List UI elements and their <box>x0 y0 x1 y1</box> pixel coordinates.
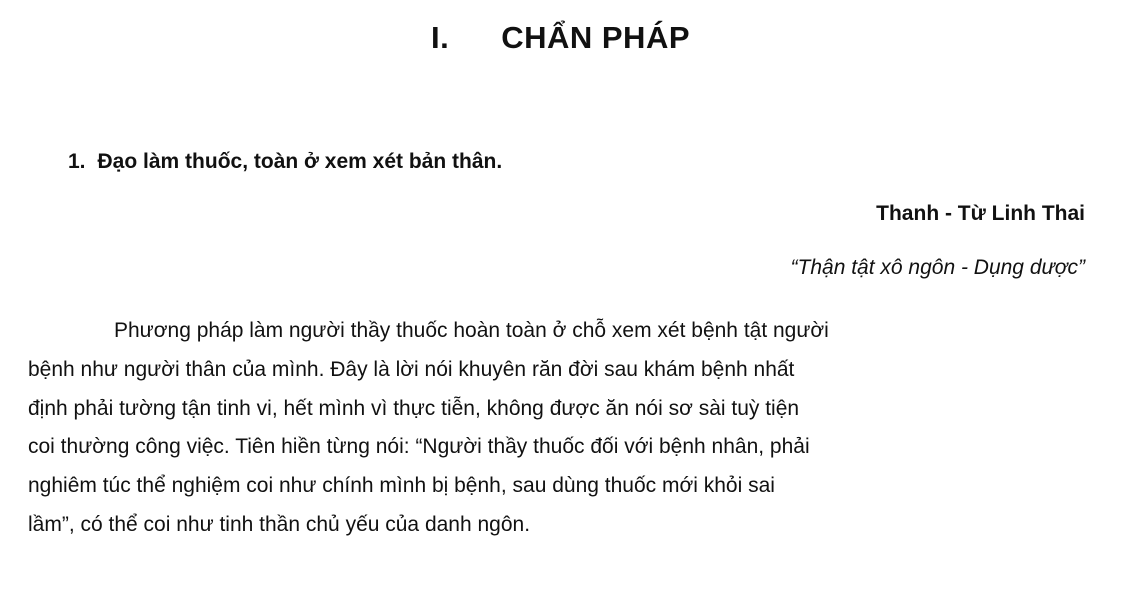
chapter-title <box>0 18 1121 58</box>
section-heading <box>68 148 502 176</box>
body-line: lầm”, có thể coi như tinh thần chủ yếu của danh ngôn. <box>28 512 531 536</box>
chapter-title-text: CHẨN PHÁP <box>501 20 691 55</box>
section-title-text: Đạo làm thuốc, toàn ở xem xét bản thân. <box>97 150 503 173</box>
body-paragraph <box>28 312 1088 545</box>
body-line: định phải tường tận tinh vi, hết mình vì thực tiễn, không được ăn nói sơ sài tuỳ tiện <box>28 396 800 420</box>
body-line: Phương pháp làm người thầy thuốc hoàn toàn ở chỗ xem xét bệnh tật người <box>114 319 829 342</box>
quote-epigraph: “Thận tật xô ngôn - Dụng dược” <box>790 256 1085 279</box>
body-line: bệnh như người thân của mình. Đây là lời nói khuyên răn đời sau khám bệnh nhất <box>28 357 795 381</box>
author-attribution: Thanh - Từ Linh Thai <box>876 202 1085 225</box>
body-line: coi thường công việc. Tiên hiền từng nói: “Người thầy thuốc đối với bệnh nhân, phải <box>28 435 810 459</box>
chapter-number: I. <box>430 20 450 55</box>
body-line: nghiêm túc thể nghiệm coi như chính mình bị bệnh, sau dùng thuốc mới khỏi sai <box>28 474 775 498</box>
section-number: 1. <box>68 150 86 173</box>
